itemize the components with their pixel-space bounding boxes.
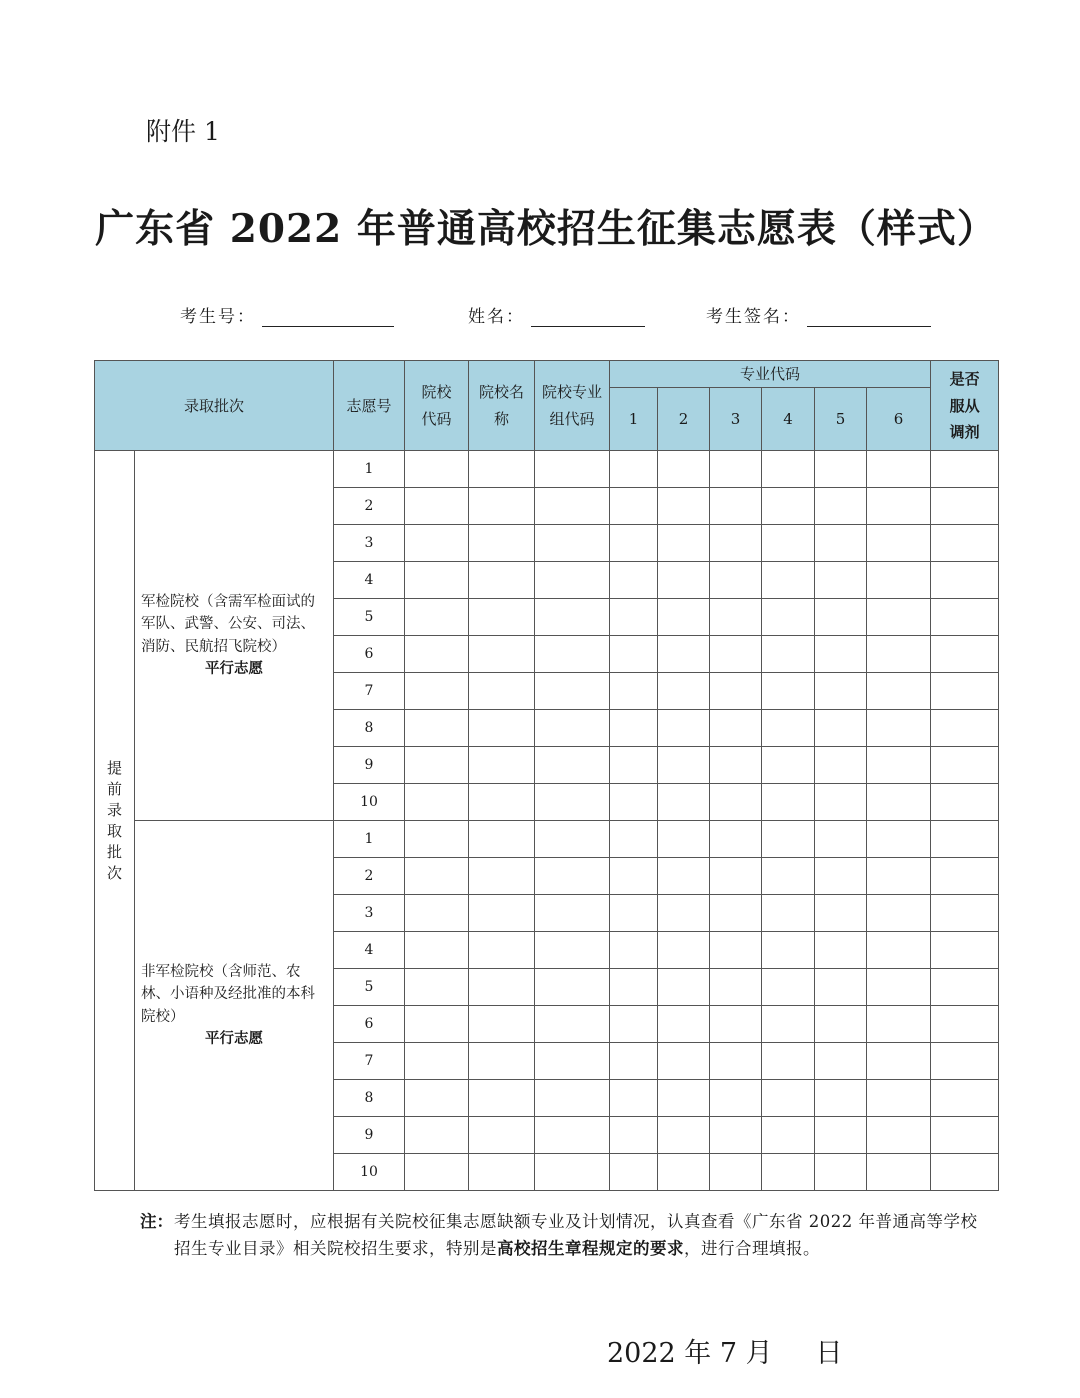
school-name-cell[interactable] xyxy=(469,1154,535,1191)
table-row xyxy=(95,451,999,488)
major-code-cell[interactable] xyxy=(658,673,710,710)
group-code-cell[interactable] xyxy=(535,1043,610,1080)
group-code-cell[interactable] xyxy=(535,784,610,821)
major-code-cell[interactable] xyxy=(610,636,658,673)
batch-label xyxy=(95,451,135,1191)
major-code-cell[interactable] xyxy=(867,525,931,562)
major-code-cell[interactable] xyxy=(610,895,658,932)
school-name-cell[interactable] xyxy=(469,895,535,932)
major-code-cell[interactable] xyxy=(710,451,762,488)
adjustment-cell[interactable] xyxy=(931,1080,999,1117)
school-code-cell[interactable] xyxy=(405,1006,469,1043)
header-major-code: 专业代码 xyxy=(610,361,931,388)
major-code-cell[interactable] xyxy=(867,488,931,525)
major-code-cell[interactable] xyxy=(610,599,658,636)
major-code-cell[interactable] xyxy=(867,858,931,895)
choice-number: 8 xyxy=(334,1080,405,1117)
school-code-cell[interactable] xyxy=(405,673,469,710)
major-code-cell[interactable] xyxy=(762,747,815,784)
major-col-header: 3 xyxy=(710,388,762,451)
adjustment-cell[interactable] xyxy=(931,1154,999,1191)
major-code-cell[interactable] xyxy=(867,1043,931,1080)
group-code-cell[interactable] xyxy=(535,673,610,710)
choice-number: 1 xyxy=(334,451,405,488)
school-name-cell[interactable] xyxy=(469,1117,535,1154)
choice-number: 2 xyxy=(334,858,405,895)
choice-number: 6 xyxy=(334,1006,405,1043)
group-code-cell[interactable] xyxy=(535,1006,610,1043)
candidate-info-row xyxy=(0,302,1080,332)
major-col-header: 6 xyxy=(867,388,931,451)
major-code-cell[interactable] xyxy=(658,821,710,858)
major-col-header: 2 xyxy=(658,388,710,451)
school-code-cell[interactable] xyxy=(405,710,469,747)
major-code-cell[interactable] xyxy=(815,1043,867,1080)
note-text xyxy=(140,1208,990,1262)
major-code-cell[interactable] xyxy=(762,636,815,673)
school-code-cell[interactable] xyxy=(405,1154,469,1191)
group-code-cell[interactable] xyxy=(535,858,610,895)
choice-number: 4 xyxy=(334,932,405,969)
major-code-cell[interactable] xyxy=(710,1043,762,1080)
major-code-cell[interactable] xyxy=(610,562,658,599)
major-code-cell[interactable] xyxy=(815,636,867,673)
name-field[interactable] xyxy=(468,302,645,327)
school-name-cell[interactable] xyxy=(469,1080,535,1117)
major-code-cell[interactable] xyxy=(710,488,762,525)
school-code-cell[interactable] xyxy=(405,969,469,1006)
major-code-cell[interactable] xyxy=(815,969,867,1006)
school-code-cell[interactable] xyxy=(405,1117,469,1154)
school-name-cell[interactable] xyxy=(469,710,535,747)
choice-number: 9 xyxy=(334,747,405,784)
major-code-cell[interactable] xyxy=(762,673,815,710)
batch-label-text: 提前录取批次 xyxy=(107,758,123,882)
application-table xyxy=(94,360,999,1191)
major-code-cell[interactable] xyxy=(762,1117,815,1154)
major-code-cell[interactable] xyxy=(658,562,710,599)
major-code-cell[interactable] xyxy=(610,1154,658,1191)
major-code-cell[interactable] xyxy=(710,784,762,821)
header-accept-adjustment: 是否服从调剂 xyxy=(931,361,999,451)
note-text-before: 考生填报志愿时，应根据有关院校征集志愿缺额专业及计划情况，认真查看《广东省 2022 年普通高等学校招生专业目录》相关院校招生要求，特别是 xyxy=(174,1212,978,1259)
choice-number: 6 xyxy=(334,636,405,673)
signature-label: 考生签名： xyxy=(706,307,801,327)
major-code-cell[interactable] xyxy=(867,932,931,969)
group-code-cell[interactable] xyxy=(535,969,610,1006)
adjustment-cell[interactable] xyxy=(931,636,999,673)
adjustment-cell[interactable] xyxy=(931,747,999,784)
adjustment-cell[interactable] xyxy=(931,784,999,821)
date-line: 2022 年 7 月 日 xyxy=(607,1338,843,1369)
major-code-cell[interactable] xyxy=(815,562,867,599)
major-code-cell[interactable] xyxy=(762,562,815,599)
school-code-cell[interactable] xyxy=(405,562,469,599)
school-code-cell[interactable] xyxy=(405,747,469,784)
major-code-cell[interactable] xyxy=(815,599,867,636)
group-code-cell[interactable] xyxy=(535,1117,610,1154)
school-name-cell[interactable] xyxy=(469,562,535,599)
major-code-cell[interactable] xyxy=(658,858,710,895)
group-code-cell[interactable] xyxy=(535,636,610,673)
major-code-cell[interactable] xyxy=(710,1154,762,1191)
header-group-code: 院校专业组代码 xyxy=(535,361,610,451)
adjustment-cell[interactable] xyxy=(931,1043,999,1080)
school-group-type: 平行志愿 xyxy=(205,660,263,678)
choice-number: 3 xyxy=(334,525,405,562)
major-code-cell[interactable] xyxy=(710,599,762,636)
adjustment-cell[interactable] xyxy=(931,969,999,1006)
adjustment-cell[interactable] xyxy=(931,525,999,562)
school-group-type: 平行志愿 xyxy=(205,1030,263,1048)
school-name-cell[interactable] xyxy=(469,673,535,710)
adjustment-cell[interactable] xyxy=(931,710,999,747)
note-text-after: ，进行合理填报。 xyxy=(684,1239,820,1259)
school-name-cell[interactable] xyxy=(469,1043,535,1080)
major-code-cell[interactable] xyxy=(710,562,762,599)
major-code-cell[interactable] xyxy=(867,451,931,488)
choice-number: 3 xyxy=(334,895,405,932)
major-code-cell[interactable] xyxy=(610,1080,658,1117)
major-col-header: 4 xyxy=(762,388,815,451)
adjustment-cell[interactable] xyxy=(931,1117,999,1154)
major-code-cell[interactable] xyxy=(658,747,710,784)
major-code-cell[interactable] xyxy=(610,821,658,858)
major-code-cell[interactable] xyxy=(867,747,931,784)
major-code-cell[interactable] xyxy=(815,1080,867,1117)
group-code-cell[interactable] xyxy=(535,710,610,747)
group-code-cell[interactable] xyxy=(535,599,610,636)
adjustment-cell[interactable] xyxy=(931,858,999,895)
major-code-cell[interactable] xyxy=(762,525,815,562)
major-code-cell[interactable] xyxy=(710,1080,762,1117)
major-code-cell[interactable] xyxy=(658,710,710,747)
major-code-cell[interactable] xyxy=(815,784,867,821)
choice-number: 7 xyxy=(334,1043,405,1080)
group-code-cell[interactable] xyxy=(535,747,610,784)
major-code-cell[interactable] xyxy=(867,1006,931,1043)
school-name-cell[interactable] xyxy=(469,747,535,784)
major-col-header: 1 xyxy=(610,388,658,451)
major-code-cell[interactable] xyxy=(867,599,931,636)
school-name-cell[interactable] xyxy=(469,525,535,562)
major-code-cell[interactable] xyxy=(815,673,867,710)
table-row xyxy=(95,821,999,858)
major-code-cell[interactable] xyxy=(710,895,762,932)
major-code-cell[interactable] xyxy=(815,1006,867,1043)
adjustment-cell[interactable] xyxy=(931,932,999,969)
group-code-cell[interactable] xyxy=(535,562,610,599)
school-name-cell[interactable] xyxy=(469,1006,535,1043)
header-batch: 录取批次 xyxy=(95,361,334,451)
major-code-cell[interactable] xyxy=(815,747,867,784)
major-code-cell[interactable] xyxy=(610,932,658,969)
major-code-cell[interactable] xyxy=(658,1080,710,1117)
major-code-cell[interactable] xyxy=(762,821,815,858)
adjustment-cell[interactable] xyxy=(931,895,999,932)
major-code-cell[interactable] xyxy=(710,747,762,784)
school-name-cell[interactable] xyxy=(469,821,535,858)
school-code-cell[interactable] xyxy=(405,599,469,636)
form-title: 广东省 2022 年普通高校招生征集志愿表（样式） xyxy=(95,206,997,252)
major-code-cell[interactable] xyxy=(815,895,867,932)
major-code-cell[interactable] xyxy=(762,488,815,525)
choice-number: 8 xyxy=(334,710,405,747)
adjustment-cell[interactable] xyxy=(931,599,999,636)
major-code-cell[interactable] xyxy=(658,525,710,562)
choice-number: 1 xyxy=(334,821,405,858)
school-name-cell[interactable] xyxy=(469,932,535,969)
major-code-cell[interactable] xyxy=(815,1154,867,1191)
choice-number: 7 xyxy=(334,673,405,710)
major-code-cell[interactable] xyxy=(867,673,931,710)
major-code-cell[interactable] xyxy=(658,1006,710,1043)
major-code-cell[interactable] xyxy=(867,969,931,1006)
major-code-cell[interactable] xyxy=(610,451,658,488)
major-code-cell[interactable] xyxy=(815,858,867,895)
school-code-cell[interactable] xyxy=(405,451,469,488)
major-code-cell[interactable] xyxy=(658,895,710,932)
major-code-cell[interactable] xyxy=(762,1080,815,1117)
major-code-cell[interactable] xyxy=(710,525,762,562)
school-name-cell[interactable] xyxy=(469,784,535,821)
major-code-cell[interactable] xyxy=(762,710,815,747)
major-code-cell[interactable] xyxy=(610,1043,658,1080)
major-code-cell[interactable] xyxy=(658,451,710,488)
header-choice-number: 志愿号 xyxy=(334,361,405,451)
school-name-cell[interactable] xyxy=(469,599,535,636)
major-code-cell[interactable] xyxy=(762,599,815,636)
note-label: 注： xyxy=(140,1212,173,1231)
major-code-cell[interactable] xyxy=(815,932,867,969)
choice-number: 4 xyxy=(334,562,405,599)
major-code-cell[interactable] xyxy=(610,784,658,821)
major-col-header: 5 xyxy=(815,388,867,451)
major-code-cell[interactable] xyxy=(610,1006,658,1043)
major-code-cell[interactable] xyxy=(867,784,931,821)
major-code-cell[interactable] xyxy=(762,932,815,969)
major-code-cell[interactable] xyxy=(610,747,658,784)
major-code-cell[interactable] xyxy=(658,1043,710,1080)
major-code-cell[interactable] xyxy=(610,525,658,562)
school-code-cell[interactable] xyxy=(405,525,469,562)
major-code-cell[interactable] xyxy=(658,488,710,525)
school-name-cell[interactable] xyxy=(469,451,535,488)
major-code-cell[interactable] xyxy=(710,858,762,895)
major-code-cell[interactable] xyxy=(867,562,931,599)
major-code-cell[interactable] xyxy=(867,636,931,673)
group-code-cell[interactable] xyxy=(535,525,610,562)
group-code-cell[interactable] xyxy=(535,451,610,488)
major-code-cell[interactable] xyxy=(867,1117,931,1154)
school-code-cell[interactable] xyxy=(405,858,469,895)
major-code-cell[interactable] xyxy=(710,1117,762,1154)
signature-blank[interactable] xyxy=(807,306,931,327)
major-code-cell[interactable] xyxy=(815,488,867,525)
major-code-cell[interactable] xyxy=(762,784,815,821)
choice-number: 10 xyxy=(334,1154,405,1191)
major-code-cell[interactable] xyxy=(762,1006,815,1043)
school-code-cell[interactable] xyxy=(405,932,469,969)
major-code-cell[interactable] xyxy=(867,1080,931,1117)
major-code-cell[interactable] xyxy=(658,784,710,821)
major-code-cell[interactable] xyxy=(658,932,710,969)
major-code-cell[interactable] xyxy=(610,710,658,747)
note-text-bold: 高校招生章程规定的要求 xyxy=(497,1239,684,1259)
major-code-cell[interactable] xyxy=(815,525,867,562)
major-code-cell[interactable] xyxy=(658,1117,710,1154)
school-name-cell[interactable] xyxy=(469,636,535,673)
name-blank[interactable] xyxy=(531,306,645,327)
school-group-label xyxy=(135,821,334,1191)
choice-number: 9 xyxy=(334,1117,405,1154)
major-code-cell[interactable] xyxy=(658,1154,710,1191)
candidate-number-blank[interactable] xyxy=(262,306,394,327)
major-code-cell[interactable] xyxy=(710,969,762,1006)
header-school-name: 院校名称 xyxy=(469,361,535,451)
table-body xyxy=(95,451,999,1191)
footnote xyxy=(140,1208,990,1262)
adjustment-cell[interactable] xyxy=(931,1006,999,1043)
candidate-number-label: 考生号： xyxy=(180,307,256,327)
school-code-cell[interactable] xyxy=(405,821,469,858)
school-group-label xyxy=(135,451,334,821)
major-code-cell[interactable] xyxy=(658,969,710,1006)
major-code-cell[interactable] xyxy=(867,1154,931,1191)
group-code-cell[interactable] xyxy=(535,932,610,969)
group-code-cell[interactable] xyxy=(535,821,610,858)
major-code-cell[interactable] xyxy=(762,969,815,1006)
major-code-cell[interactable] xyxy=(710,636,762,673)
school-code-cell[interactable] xyxy=(405,636,469,673)
choice-number: 5 xyxy=(334,969,405,1006)
header-school-code: 院校代码 xyxy=(405,361,469,451)
group-code-cell[interactable] xyxy=(535,1154,610,1191)
major-code-cell[interactable] xyxy=(867,710,931,747)
major-code-cell[interactable] xyxy=(710,821,762,858)
attachment-label: 附件 1 xyxy=(146,117,220,146)
major-code-cell[interactable] xyxy=(710,1006,762,1043)
school-group-description: 非军检院校（含师范、农林、小语种及经批准的本科院校） xyxy=(141,963,315,1025)
group-code-cell[interactable] xyxy=(535,1080,610,1117)
choice-number: 10 xyxy=(334,784,405,821)
school-code-cell[interactable] xyxy=(405,1080,469,1117)
major-code-cell[interactable] xyxy=(867,895,931,932)
name-label: 姓名： xyxy=(468,307,525,327)
group-code-cell[interactable] xyxy=(535,488,610,525)
major-code-cell[interactable] xyxy=(658,636,710,673)
major-code-cell[interactable] xyxy=(610,969,658,1006)
major-code-cell[interactable] xyxy=(710,932,762,969)
major-code-cell[interactable] xyxy=(762,451,815,488)
major-code-cell[interactable] xyxy=(762,895,815,932)
major-code-cell[interactable] xyxy=(610,858,658,895)
school-name-cell[interactable] xyxy=(469,969,535,1006)
adjustment-cell[interactable] xyxy=(931,821,999,858)
adjustment-cell[interactable] xyxy=(931,488,999,525)
major-code-cell[interactable] xyxy=(710,710,762,747)
major-code-cell[interactable] xyxy=(762,1154,815,1191)
major-code-cell[interactable] xyxy=(762,1043,815,1080)
major-code-cell[interactable] xyxy=(610,488,658,525)
adjustment-cell[interactable] xyxy=(931,451,999,488)
major-code-cell[interactable] xyxy=(867,821,931,858)
school-code-cell[interactable] xyxy=(405,1043,469,1080)
candidate-number-field[interactable] xyxy=(180,302,394,327)
choice-number: 2 xyxy=(334,488,405,525)
major-code-cell[interactable] xyxy=(815,1117,867,1154)
group-code-cell[interactable] xyxy=(535,895,610,932)
school-group-description: 军检院校（含需军检面试的军队、武警、公安、司法、消防、民航招飞院校） xyxy=(141,593,315,655)
major-code-cell[interactable] xyxy=(610,673,658,710)
school-name-cell[interactable] xyxy=(469,858,535,895)
major-code-cell[interactable] xyxy=(815,821,867,858)
adjustment-cell[interactable] xyxy=(931,562,999,599)
choice-number: 5 xyxy=(334,599,405,636)
major-code-cell[interactable] xyxy=(658,599,710,636)
signature-field[interactable] xyxy=(706,302,931,327)
major-code-cell[interactable] xyxy=(815,710,867,747)
major-code-cell[interactable] xyxy=(815,451,867,488)
adjustment-cell[interactable] xyxy=(931,673,999,710)
school-name-cell[interactable] xyxy=(469,488,535,525)
school-code-cell[interactable] xyxy=(405,784,469,821)
major-code-cell[interactable] xyxy=(710,673,762,710)
major-code-cell[interactable] xyxy=(610,1117,658,1154)
school-code-cell[interactable] xyxy=(405,895,469,932)
school-code-cell[interactable] xyxy=(405,488,469,525)
major-code-cell[interactable] xyxy=(762,858,815,895)
